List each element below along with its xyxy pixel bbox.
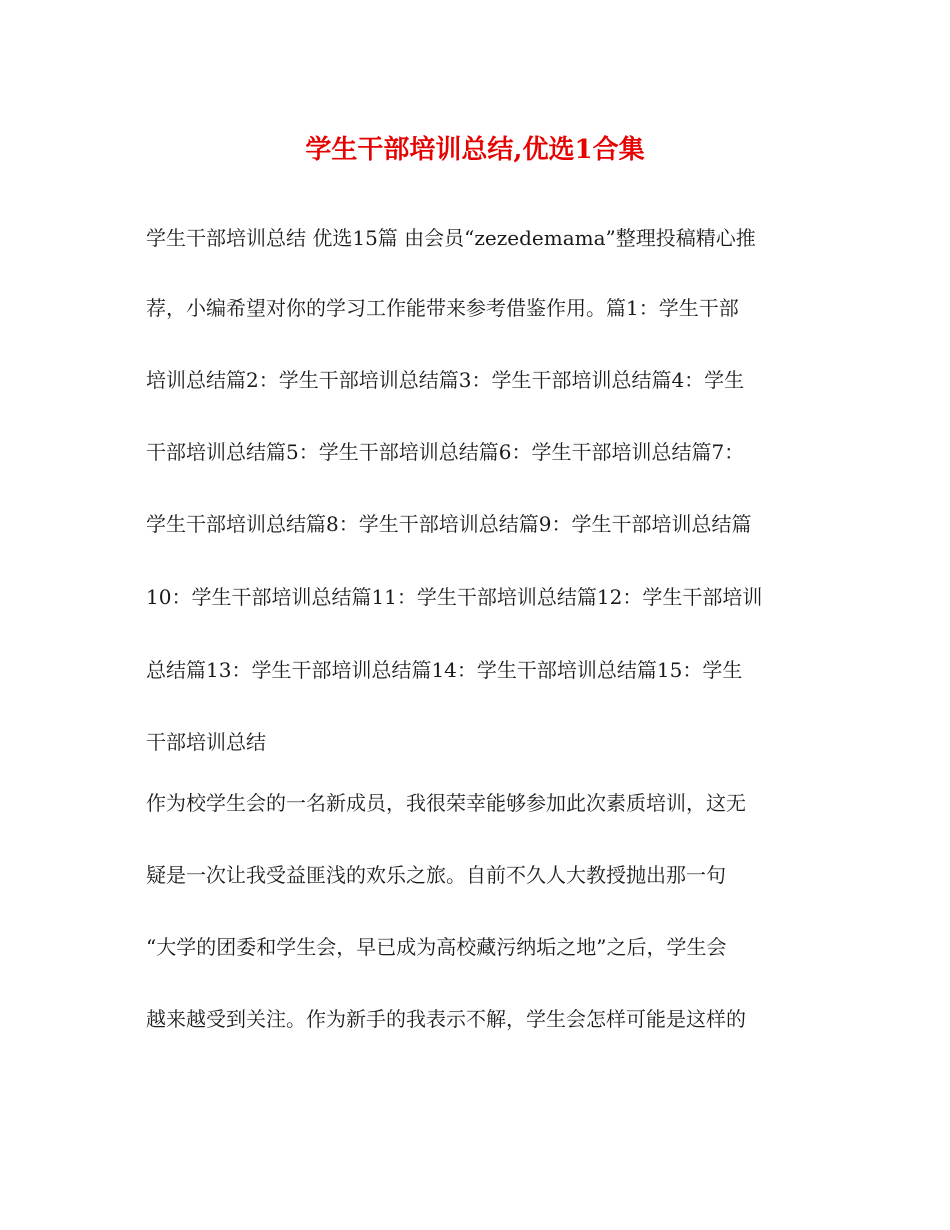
paragraph-line: 总结篇13：学生干部培训总结篇14：学生干部培训总结篇15：学生: [146, 658, 743, 682]
paragraph-line: 作为校学生会的一名新成员，我很荣幸能够参加此次素质培训，这无: [146, 791, 746, 815]
paragraph-line: 学生干部培训总结篇8：学生干部培训总结篇9：学生干部培训总结篇: [146, 512, 752, 536]
paragraph-line: 干部培训总结篇5：学生干部培训总结篇6：学生干部培训总结篇7：: [146, 440, 745, 464]
paragraph-line: 培训总结篇2：学生干部培训总结篇3：学生干部培训总结篇4：学生: [146, 368, 745, 392]
document-title: 学生干部培训总结,优选1合集: [305, 135, 645, 165]
paragraph-line: “大学的团委和学生会，早已成为高校藏污纳垢之地”之后，学生会: [146, 935, 727, 959]
paragraph-line: 干部培训总结: [146, 730, 266, 754]
paragraph-line: 荐，小编希望对你的学习工作能带来参考借鉴作用。篇1：学生干部: [146, 296, 739, 320]
paragraph-line: 学生干部培训总结 优选15篇 由会员“zezedemama”整理投稿精心推: [146, 226, 756, 250]
paragraph-line: 疑是一次让我受益匪浅的欢乐之旅。自前不久人大教授抛出那一句: [146, 863, 726, 887]
paragraph-line: 越来越受到关注。作为新手的我表示不解，学生会怎样可能是这样的: [146, 1007, 746, 1031]
paragraph-line: 10：学生干部培训总结篇11：学生干部培训总结篇12：学生干部培训: [146, 585, 763, 609]
